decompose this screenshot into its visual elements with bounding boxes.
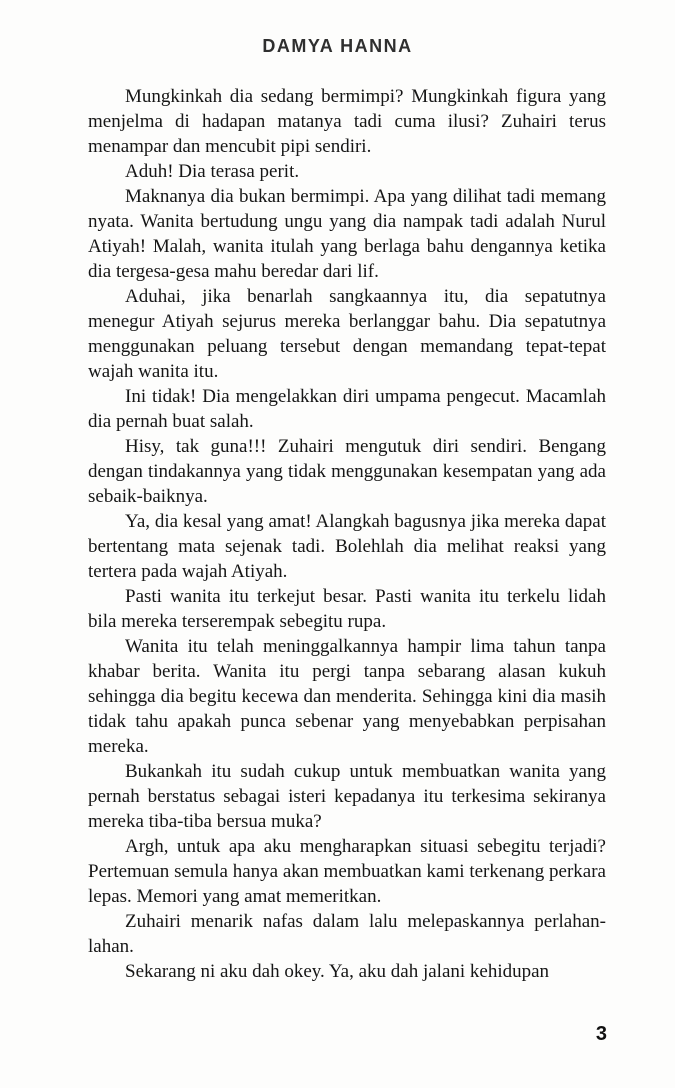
paragraph: Ini tidak! Dia mengelakkan diri umpama pengecut. Macamlah dia pernah buat salah.	[88, 386, 606, 432]
paragraph: Argh, untuk apa aku mengharapkan situasi sebegitu terjadi? Pertemuan semula hanya akan membuatkan kami terkenang perkara lepas. Memori yang amat memeritkan.	[88, 836, 606, 907]
paragraph: Hisy, tak guna!!! Zuhairi mengutuk diri sendiri. Bengang dengan tindakannya yang tidak menggunakan kesempatan yang ada sebaik-baiknya.	[88, 436, 606, 507]
body-text	[88, 84, 606, 984]
paragraph: Aduh! Dia terasa perit.	[125, 161, 300, 182]
paragraph: Maknanya dia bukan bermimpi. Apa yang dilihat tadi memang nyata. Wanita bertudung ungu yang dia nampak tadi adalah Nurul Atiyah! Malah, wanita itulah yang berlaga bahu dengannya ketika dia tergesa-gesa mahu beredar dari lif.	[88, 186, 606, 282]
paragraph: Pasti wanita itu terkejut besar. Pasti wanita itu terkelu lidah bila mereka terserempak sebegitu rupa.	[88, 586, 606, 632]
paragraph: Aduhai, jika benarlah sangkaannya itu, dia sepatutnya menegur Atiyah sejurus mereka berlanggar bahu. Dia sepatutnya menggunakan peluang tersebut dengan memandang tepat-tepat wajah wanita itu.	[88, 286, 606, 382]
paragraph: Ya, dia kesal yang amat! Alangkah bagusnya jika mereka dapat bertentang mata sejenak tadi. Bolehlah dia melihat reaksi yang tertera pada wajah Atiyah.	[88, 511, 606, 582]
paragraph: Wanita itu telah meninggalkannya hampir lima tahun tanpa khabar berita. Wanita itu pergi tanpa sebarang alasan kukuh sehingga dia begitu kecewa dan menderita. Sehingga kini dia masih tidak tahu apakah punca sebenar yang menyebabkan perpisahan mereka.	[88, 636, 606, 757]
paragraph: Zuhairi menarik nafas dalam lalu melepaskannya perlahan-lahan.	[88, 911, 606, 957]
paragraph: Bukankah itu sudah cukup untuk membuatkan wanita yang pernah berstatus sebagai isteri kepadanya itu terkesima sekiranya mereka tiba-tiba bersua muka?	[88, 761, 606, 832]
paragraph: Sekarang ni aku dah okey. Ya, aku dah jalani kehidupan	[125, 961, 550, 982]
page-number: 3	[595, 1023, 607, 1045]
book-title-header: DAMYA HANNA	[262, 36, 413, 56]
paragraph: Mungkinkah dia sedang bermimpi? Mungkinkah figura yang menjelma di hadapan matanya tadi cuma ilusi? Zuhairi terus menampar dan mencubit pipi sendiri.	[88, 86, 606, 157]
